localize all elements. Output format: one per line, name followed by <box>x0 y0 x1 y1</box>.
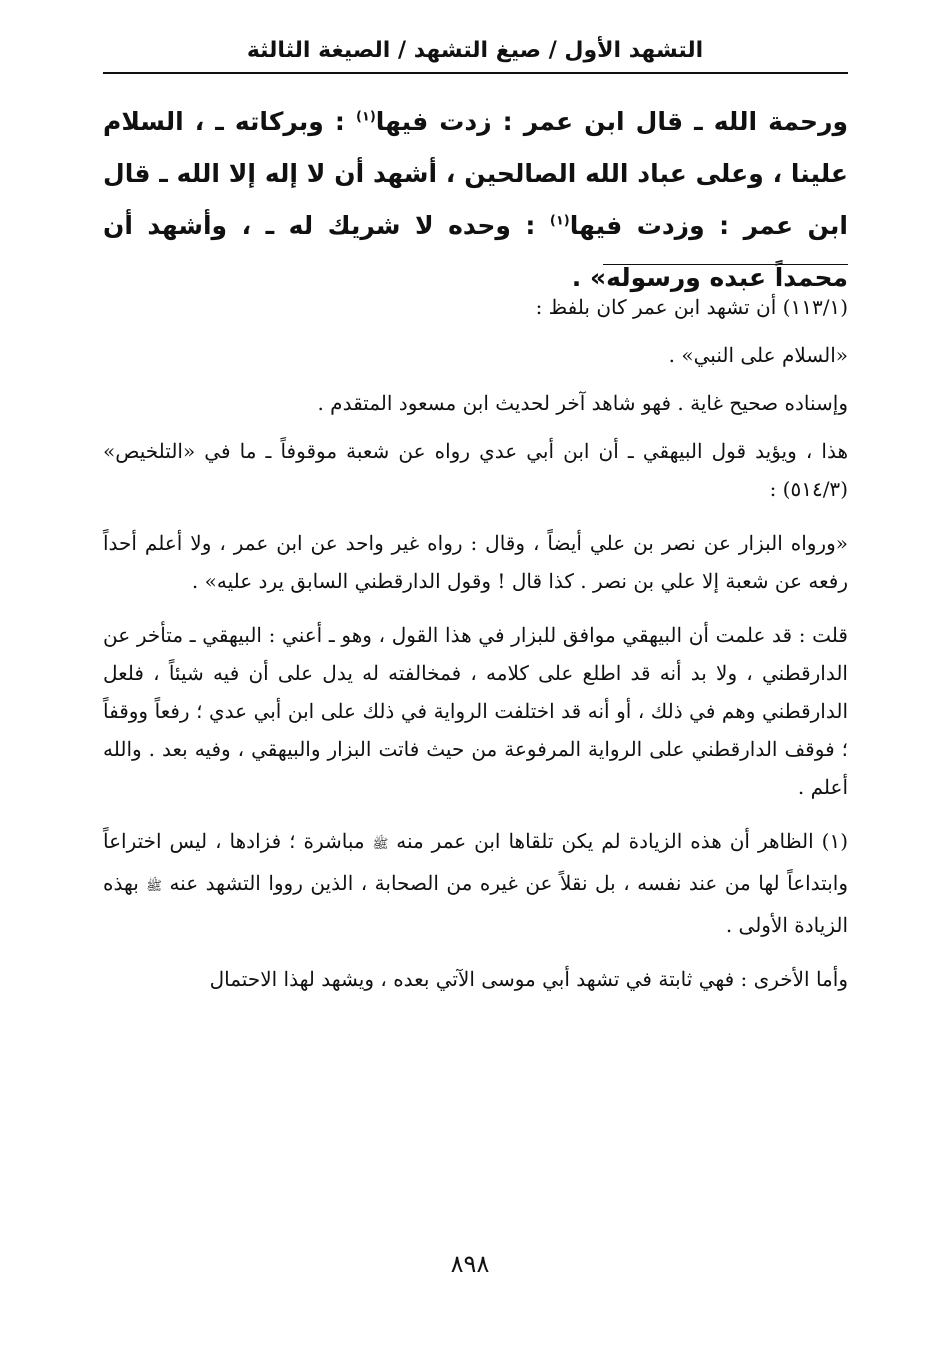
main-text-segment: : وحده لا شريك له ـ ، وأشهد أن محمداً عبده ورسوله» . <box>103 211 848 292</box>
main-text-segment: : وبركاته ـ ، السلام علينا ، وعلى عباد الله الصالحين ، أشهد أن لا إله إلا الله ـ قال ابن عمر : وزدت فيها <box>103 107 848 240</box>
note-paragraph: «السلام على النبي» . <box>668 343 848 367</box>
footnotes-block <box>103 288 848 1014</box>
salawat-symbol: ﷺ <box>372 837 389 852</box>
footnote-reference: (١) <box>549 213 570 229</box>
footnote-text: (١) الظاهر أن هذه الزيادة لم يكن تلقاها ابن عمر منه <box>388 829 848 853</box>
note-paragraph: «ورواه البزار عن نصر بن علي أيضاً ، وقال : رواه غير واحد عن ابن عمر ، ولا أعلم أحداً رفعه عن شعبة إلا علي بن نصر . كذا قال ! وقول الدارقطني السابق يرد عليه» . <box>103 531 848 593</box>
footnote-paragraph <box>103 822 848 944</box>
footnote-text: بهذه الزيادة الأولى . <box>103 871 848 937</box>
note-paragraph: وإسناده صحيح غاية . فهو شاهد آخر لحديث ابن مسعود المتقدم . <box>317 391 848 415</box>
page-number: ٨٩٨ <box>450 1250 490 1278</box>
note-paragraph: قلت : قد علمت أن البيهقي موافق للبزار في هذا القول ، وهو ـ أعني : البيهقي ـ متأخر عن الدارقطني ، ولا بد أنه قد اطلع على كلامه ، فمخالفته له يدل على أن فيه شيئاً ، فلعل الدارقطني وهم في ذلك ، أو أنه قد اختلفت الرواية في ذلك على ابن أبي عدي ؛ رفعاً ووقفاً ؛ فوقف الدارقطني على الرواية المرفوعة من حيث فاتت البزار والبيهقي ، وفيه بعد . والله أعلم . <box>103 623 848 799</box>
main-text-block <box>103 96 848 304</box>
footnote-reference: (١) <box>355 109 376 125</box>
salawat-symbol: ﷺ <box>146 879 162 894</box>
note-paragraph: هذا ، ويؤيد قول البيهقي ـ أن ابن أبي عدي رواه عن شعبة موقوفاً ـ ما في «التلخيص» (٥١٤/٣) : <box>103 439 848 501</box>
main-text-segment: ورحمة الله ـ قال ابن عمر : زدت فيها <box>375 107 848 136</box>
running-header: التشهد الأول / صيغ التشهد / الصيغة الثالثة <box>246 38 704 63</box>
note-paragraph: وأما الأخرى : فهي ثابتة في تشهد أبي موسى الآتي بعده ، ويشهد لهذا الاحتمال <box>209 967 848 991</box>
main-paragraph <box>103 96 848 304</box>
header-divider <box>103 72 848 74</box>
footnote-divider <box>603 264 848 265</box>
note-paragraph: (١١٣/١) أن تشهد ابن عمر كان بلفظ : <box>535 295 848 319</box>
footnote-text: مباشرة ؛ فزادها ، ليس اختراعاً وابتداعاً لها من عند نفسه ، بل نقلاً عن غيره من الصحابة ، الذين رووا التشهد عنه <box>103 829 849 895</box>
